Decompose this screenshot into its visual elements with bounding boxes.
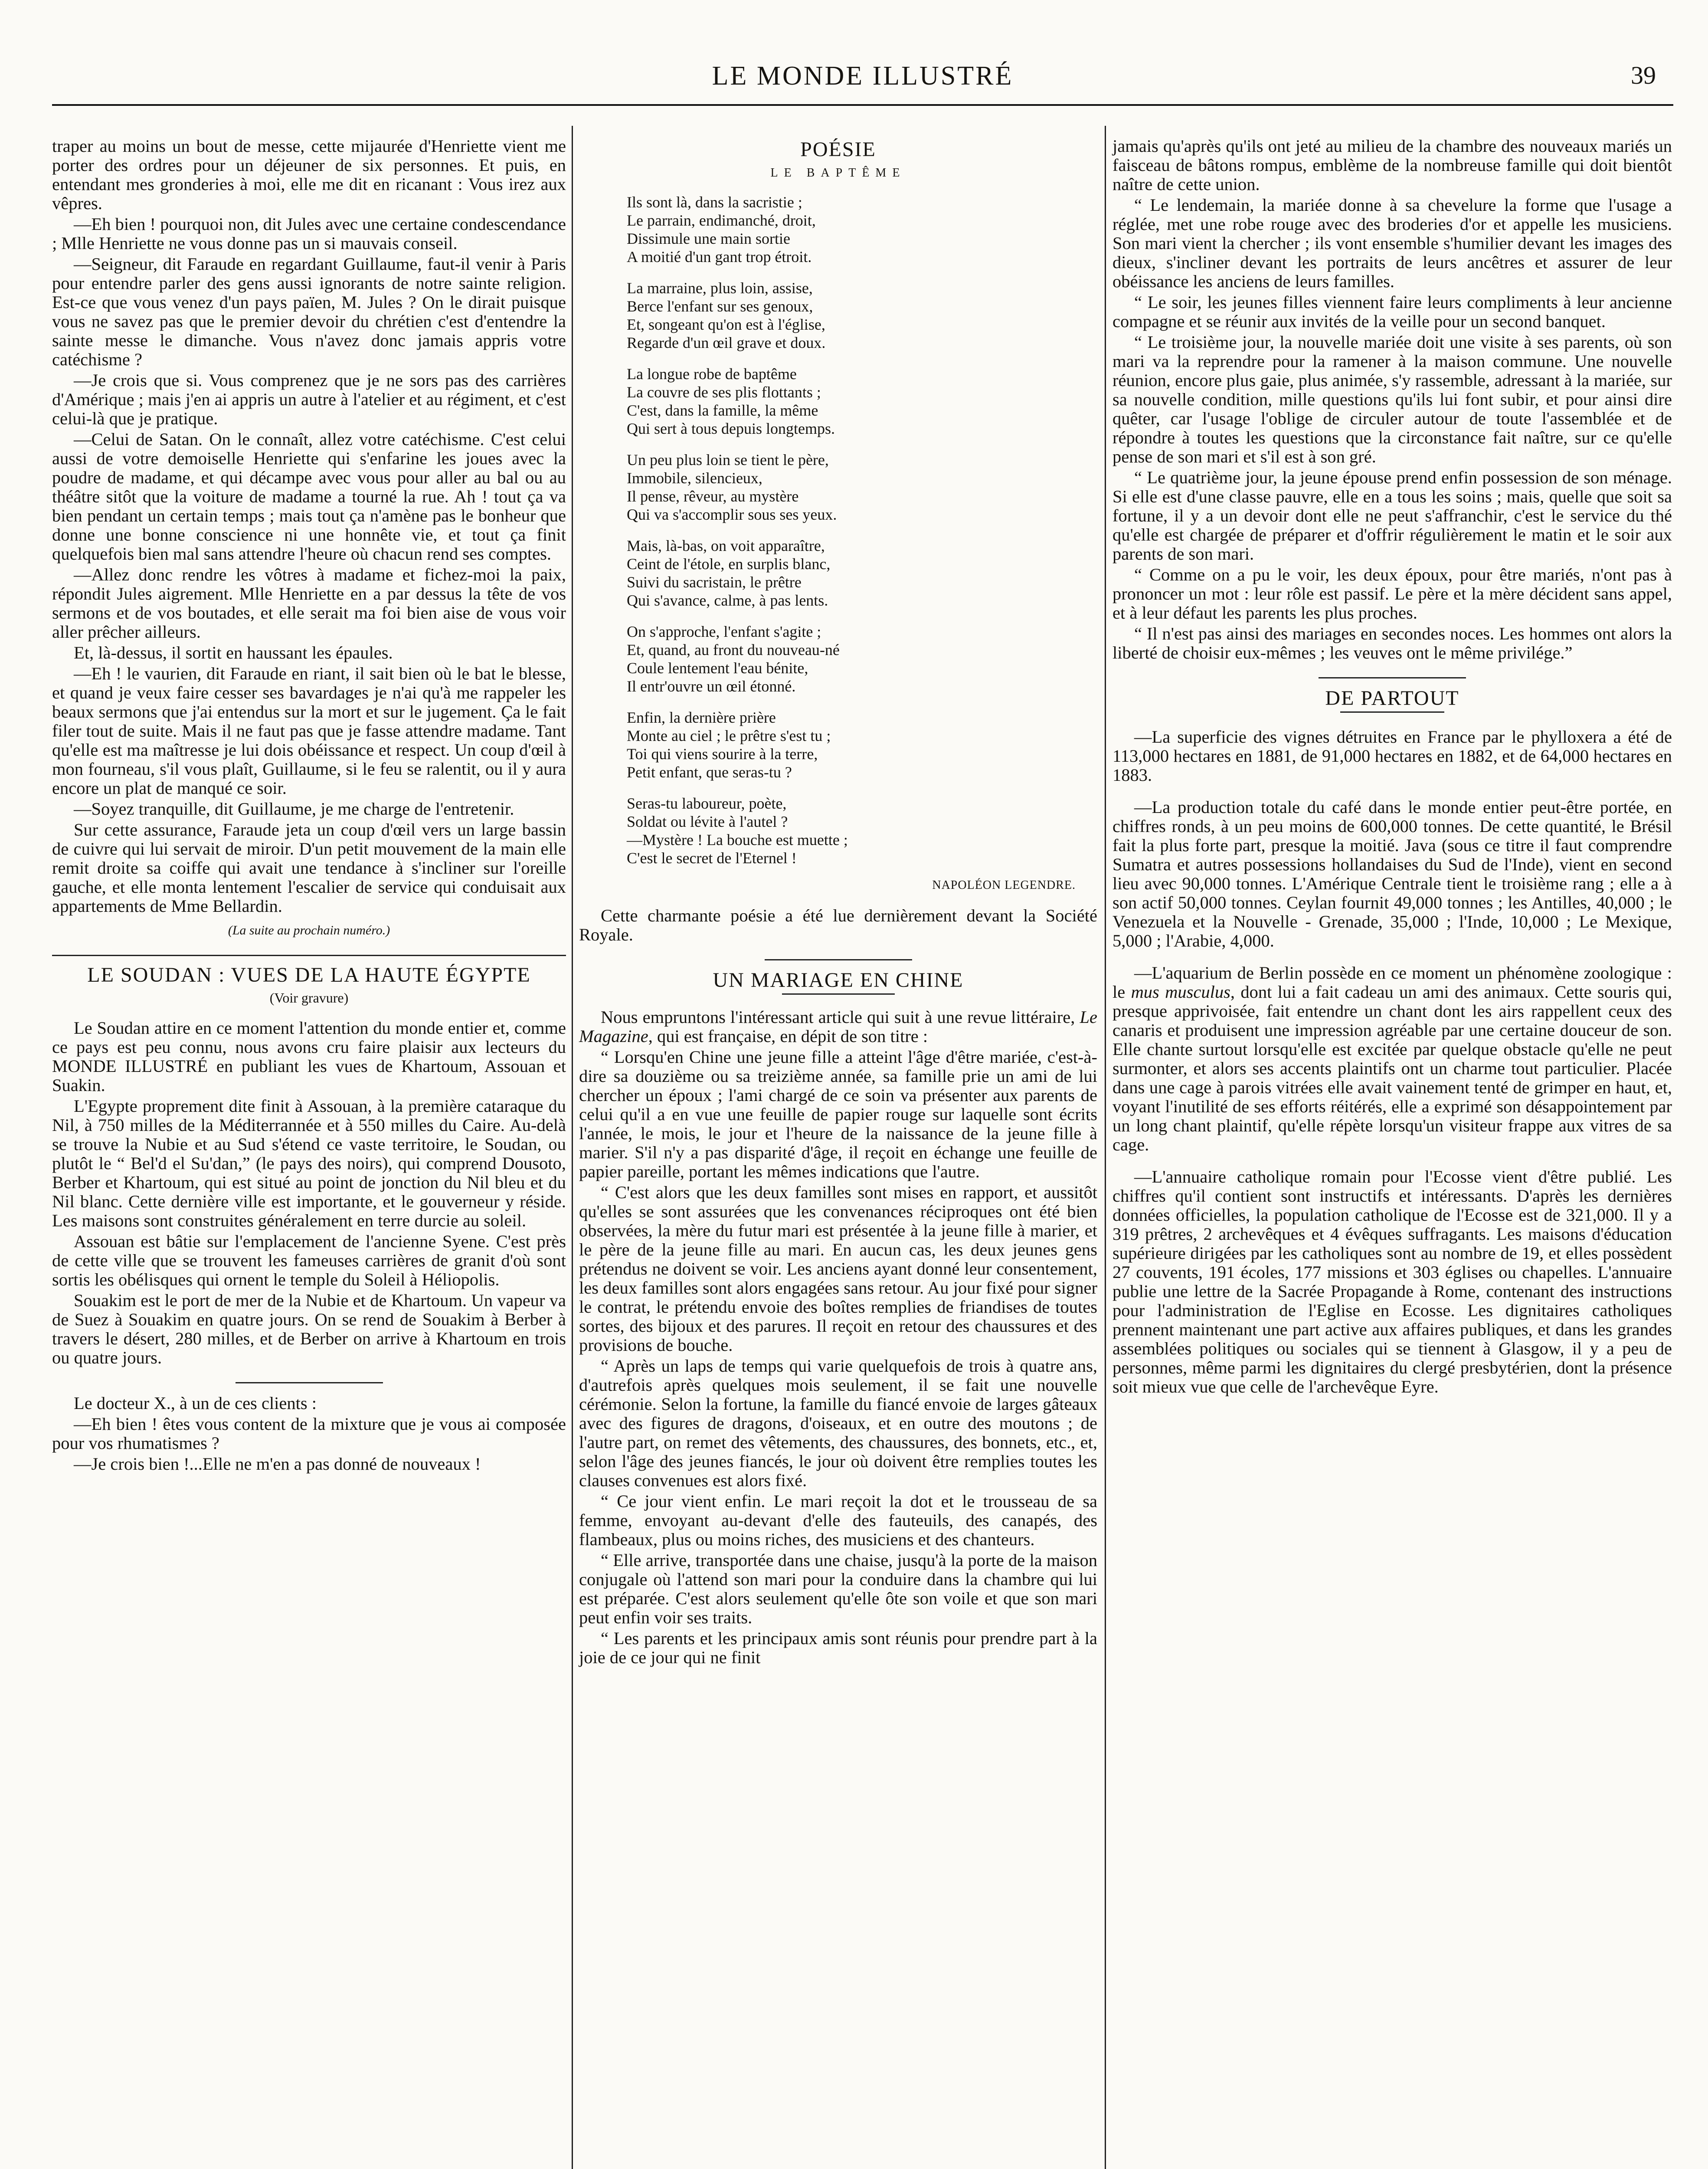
divider: [236, 1382, 383, 1383]
paragraph: “ Comme on a pu le voir, les deux époux, pour être mariés, n'ont pas à prononcer un mot : leur rôle est passif. Le père et la mère décident sans appel, et à leur défaut les parents les plus proches.: [1112, 565, 1672, 623]
paragraph: —Eh bien ! êtes vous content de la mixture que je vous ai composée pour vos rhumatismes ?: [52, 1414, 566, 1453]
paragraph: —L'annuaire catholique romain pour l'Ecosse vient d'être publié. Les chiffres qu'il contient sont instructifs et intéressants. D'après les dernières données officielles, la population catholique de l'Ecosse est de 321,000. Il y a 319 prêtres, 2 archevêques et 4 évêques suffragants. Les maisons d'éducation supérieure dirigées par les catholiques sont au nombre de 19, et elles possèdent 27 couvents, 191 écoles, 177 missions et 303 églises ou chapelles. L'annuaire publie une lettre de la Sacrée Propagande à Rome, contenant des instructions pour l'administration de l'Eglise en Ecosse. Les dignitaires catholiques prennent maintenant une part active aux affaires publiques, et dans les grandes assemblées politiques ou sociales qui se tiennent à Glasgow, il y a peu de personnes, même parmi les dignitaires du clergé presbytérien, dont la présence soit mieux vue que celle de l'archevêque Eyre.: [1112, 1167, 1672, 1396]
stanza: [627, 537, 1097, 609]
paragraph: “ Le quatrième jour, la jeune épouse prend enfin possession de son ménage. Si elle est d'une classe pauvre, elle en a tous les soins ; mais, quelle que soit sa fortune, il y a un devoir dont elle ne peut s'affranchir, c'est le service du thé qu'elle est chargée de préparer et d'offrir régulièrement le matin et le soir aux parents de son mari.: [1112, 468, 1672, 564]
verse: Regarde d'un œil grave et doux.: [627, 334, 826, 351]
verse: Coule lentement l'eau bénite,: [627, 659, 808, 677]
paragraph: —Eh bien ! pourquoi non, dit Jules avec une certaine condescendance ; Mlle Henriette ne vous donne pas un si mauvais conseil.: [52, 214, 566, 253]
paragraph: Et, là-dessus, il sortit en haussant les épaules.: [74, 643, 393, 662]
divider: [1319, 677, 1466, 678]
poem: [579, 193, 1097, 867]
verse: Et, quand, au front du nouveau-né: [627, 641, 840, 659]
verse: Seras-tu laboureur, poète,: [627, 795, 787, 812]
paragraph: “ Le troisième jour, la nouvelle mariée doit une visite à ses parents, où son mari va la reprendre pour la ramener à la maison commune. Une nouvelle réunion, encore plus gaie, plus animée, s'y rassemble, adressant à la mariée, sur sa nouvelle condition, mille questions qu'ils lui font subir, et pour ainsi dire quêter, car l'usage l'oblige de circuler autour de toute l'assemblée et de répondre à toutes les questions que la circonstance fait naître, sur ce qu'elle pense de son mari et s'il est à son gré.: [1112, 332, 1672, 466]
paragraph: —Je crois bien !...Elle ne m'en a pas donné de nouveaux !: [74, 1454, 481, 1474]
paragraph: “ Elle arrive, transportée dans une chaise, jusqu'à la porte de la maison conjugale où l'attend son mari pour la conduire dans la chambre qui lui est préparée. C'est alors seulement qu'elle ôte son voile et que son mari peut enfin voir ses traits.: [579, 1550, 1097, 1627]
verse: Suivi du sacristain, le prêtre: [627, 573, 802, 591]
page-header: [52, 52, 1673, 106]
paragraph: “ Les parents et les principaux amis sont réunis pour prendre part à la joie de ce jour qui ne finit: [579, 1628, 1097, 1667]
section-title-soudan: LE SOUDAN : VUES DE LA HAUTE ÉGYPTE: [87, 963, 531, 986]
column-rule: [1105, 126, 1106, 2169]
paragraph: “ Le soir, les jeunes filles viennent faire leurs compliments à leur ancienne compagne et se réunir aux invités de la veille pour un second banquet.: [1112, 292, 1672, 331]
paragraph: “ Lorsqu'en Chine une jeune fille a atteint l'âge d'être mariée, c'est-à-dire sa douzième ou sa treizième année, sa famille prie un ami de lui chercher un époux ; l'ami chargé de ce soin va présenter aux parents de celui qu'il a en vue une feuille de papier rouge sur laquelle sont écrits l'année, le mois, le jour et l'heure de la naissance de la jeune fille à marier. S'il n'y a pas disparité d'âge, il reçoit en échange une feuille de papier pareille, portant les mêmes indications que l'autre.: [579, 1047, 1097, 1181]
paragraph: L'Egypte proprement dite finit à Assouan, à la première cataraque du Nil, à 750 milles de la Méditerrannée et à 550 milles du Caire. Au-delà se trouve la Nubie et au Sud s'étend ce vaste territoire, le Soudan, ou plutôt le “ Bel'd el Su'dan,” (le pays des noirs), qui comprend Dousoto, Berber et Khartoum, qui est situé au point de jonction du Nil bleu et du Nil blanc. Cette dernière ville est importante, et le gouverneur y réside. Les maisons sont construites généralement en terre durcie au soleil.: [52, 1096, 566, 1230]
paragraph: Cette charmante poésie a été lue dernièrement devant la Société Royale.: [579, 906, 1097, 944]
paragraph: [1112, 963, 1672, 1154]
column-rule: [572, 126, 573, 2169]
verse: Soldat ou lévite à l'autel ?: [627, 813, 788, 830]
divider: [765, 959, 912, 960]
paragraph: —Allez donc rendre les vôtres à madame et fichez-moi la paix, répondit Jules aigrement. Mlle Henriette en a par dessus la tête de vos sermons et de vos boutades, et elle serait ma foi bien aise de vous voir aller prêcher ailleurs.: [52, 565, 566, 642]
verse: La longue robe de baptême: [627, 365, 797, 383]
verse: Dissimule une main sortie: [627, 230, 790, 247]
paragraph: traper au moins un bout de messe, cette mijaurée d'Henriette vient me porter des ordres pour un déjeuner de six personnes. Et puis, en entendant mes gronderies à moi, elle me dit en ricanant : Vous irez aux vêpres.: [52, 136, 566, 213]
section-title-partout: DE PARTOUT: [1325, 687, 1459, 710]
magazine-title: Le Magazine: [579, 1007, 1097, 1046]
paragraph: “ Il n'est pas ainsi des mariages en secondes noces. Les hommes ont alors la liberté de choisir eux-mêmes ; les veuves ont le même privilége.”: [1112, 624, 1672, 662]
masthead: LE MONDE ILLUSTRÉ: [712, 61, 1014, 91]
verse: Un peu plus loin se tient le père,: [627, 451, 829, 469]
paragraph: “ Ce jour vient enfin. Le mari reçoit la dot et le trousseau de sa femme, envoyant au-devant d'elle des fauteuils, des canapés, des flambeaux, plus ou moins riches, des musiciens et des chanteurs.: [579, 1491, 1097, 1549]
verse: Il entr'ouvre un œil étonné.: [627, 678, 796, 695]
stanza: [627, 451, 1097, 524]
verse: Il pense, rêveur, au mystère: [627, 488, 799, 505]
section-title-mariage: UN MARIAGE EN CHINE: [713, 969, 964, 992]
stanza: [627, 708, 1097, 781]
stanza: [627, 365, 1097, 438]
verse: Petit enfant, que seras-tu ?: [627, 763, 792, 781]
verse: Qui sert à tous depuis longtemps.: [627, 420, 835, 437]
verse: A moitié d'un gant trop étroit.: [627, 248, 812, 265]
divider: [782, 993, 895, 995]
paragraph: Le docteur X., à un de ces clients :: [74, 1393, 317, 1413]
verse: Ils sont là, dans la sacristie ;: [627, 193, 802, 211]
paragraph: —La superficie des vignes détruites en France par le phylloxera a été de 113,000 hectares en 1881, de 91,000 hectares en 1882, et de 64,000 hectares en 1883.: [1112, 727, 1672, 785]
paragraph: “ Après un laps de temps qui varie quelquefois de trois à quatre ans, d'autrefois après quelques mois seulement, il se fait une nouvelle cérémonie. Selon la fortune, la famille du fiancé envoie de larges gâteaux avec des figures de dragons, d'oiseaux, et en outre des moutons ; de l'autre part, on remet des vêtements, des chaussures, des bonnets, etc., et, selon l'âge des jeunes fiancés, le jour où doivent être remplies toutes les clauses convenues est alors fixé.: [579, 1356, 1097, 1490]
text: —L'aquarium de Berlin possède en ce moment un phénomène zoologique : le: [1112, 963, 1672, 1002]
paragraph: —Seigneur, dit Faraude en regardant Guillaume, faut-il venir à Paris pour entendre parler des gens aussi ignorants de notre sainte religion. Est-ce que vous venez d'un pays païen, M. Jules ? On le dirait puisque vous ne savez pas que le premier devoir du chrétien c'est d'entendre la sainte messe le dimanche. Vous n'avez donc jamais appris votre catéchisme ?: [52, 254, 566, 369]
verse: Ceint de l'étole, en surplis blanc,: [627, 555, 831, 573]
verse: C'est le secret de l'Eternel !: [627, 849, 797, 867]
paragraph: “ C'est alors que les deux familles sont mises en rapport, et aussitôt qu'elles se sont assurées que les convenances réciproques ont été bien observées, la mère du futur mari est présentée à la jeune fille à marier, et le père de la jeune fille au mari. En aucun cas, les deux jeunes gens prétendus ne doivent se voir. Les anciens ayant donné leur consentement, les deux familles sont alors engagées sans retour. Au jour fixé pour signer le contrat, le prétendu envoie des boîtes remplies de friandises de toutes sortes, des bijoux et des parures. Il reçoit en retour des chaussures et des provisions de bouche.: [579, 1183, 1097, 1355]
verse: —Mystère ! La bouche est muette ;: [627, 831, 848, 849]
verse: C'est, dans la famille, la même: [627, 402, 818, 419]
stanza: [627, 193, 1097, 266]
column-left: [52, 137, 566, 1474]
paragraph: —La production totale du café dans le monde entier peut-être portée, en chiffres ronds, à un peu moins de 600,000 tonnes. De cette quantité, le Brésil fait la plus forte part, presque la moitié. Java (sous ce titre il faut comprendre Sumatra et autres possessions hollandaises du Sud de l'Inde), vient en second lieu avec 90,000 tonnes. L'Amérique Centrale tient le troisième rang ; elle a à son actif 50,000 tonnes. Ceylan fournit 49,000 tonnes ; les Antilles, 40,000 ; le Venezuela et la Nouvelle - Grenade, 35,000 ; l'Inde, 10,000 ; Le Mexique, 5,000 ; l'Arabie, 4,000.: [1112, 797, 1672, 950]
verse: La marraine, plus loin, assise,: [627, 279, 813, 297]
paragraph: jamais qu'après qu'ils ont jeté au milieu de la chambre des nouveaux mariés un faisceau de bâtons rompus, emblème de la nombreuse famille qui doit bientôt naître de cette union.: [1112, 136, 1672, 194]
paragraph: —Soyez tranquille, dit Guillaume, je me charge de l'entretenir.: [74, 799, 514, 819]
verse: Berce l'enfant sur ses genoux,: [627, 298, 813, 315]
verse: Et, songeant qu'on est à l'église,: [627, 316, 825, 333]
paragraph: —Eh ! le vaurien, dit Faraude en riant, il sait bien où le bat le blesse, et quand je veux faire cesser ses bavardages je n'ai qu'à me rappeler les beaux sermons que j'ai entendus sur la mort et sur le jugement. Ça le fait filer tout de suite. Mais il ne faut pas que je fasse attendre madame. Tant qu'elle est ma maîtresse je lui dois obéissance et respect. Un coup d'œil à mon fourneau, s'il vous plaît, Guillaume, si le feu se ralentit, ou il y aura encore un plat de manqué ce soir.: [52, 664, 566, 798]
verse: Mais, là-bas, on voit apparaître,: [627, 537, 825, 554]
paragraph: Sur cette assurance, Faraude jeta un coup d'œil vers un large bassin de cuivre qui lui servait de miroir. D'un petit mouvement de la main elle remit droite sa coiffe qui avait une tendance à s'incliner sur l'oreille gauche, et elle monta lentement l'escalier de service qui conduisait aux appartements de Mme Bellardin.: [52, 820, 566, 916]
section-title-poesie: POÉSIE: [800, 138, 876, 161]
verse: Monte au ciel ; le prêtre s'est tu ;: [627, 727, 831, 744]
poem-signature: NAPOLÉON LEGENDRE.: [932, 878, 1076, 892]
verse: Toi qui viens sourire à la terre,: [627, 745, 818, 763]
species-name: mus musculus: [1131, 982, 1230, 1002]
paragraph: Assouan est bâtie sur l'emplacement de l'ancienne Syene. C'est près de cette ville que se trouvent les fameuses carrières de granit d'où sont sortis les obélisques qui ornent le temple du Soleil à Héliopolis.: [52, 1232, 566, 1289]
paragraph: Le Soudan attire en ce moment l'attention du monde entier et, comme ce pays est peu connu, nous avons cru faire plaisir aux lecteurs du MONDE ILLUSTRÉ en publiant les vues de Khartoum, Assouan et Suakin.: [52, 1018, 566, 1095]
poem-title: LE BAPTÊME: [770, 166, 906, 180]
section-subtitle: (Voir gravure): [269, 990, 349, 1006]
text: , dont lui a fait cadeau un ami des animaux. Cette souris qui, presque apprivoisée, fait entendre un chant dont les airs rappellent ceux des canaris et produisent une impression agréable par une certaine douceur de son. Elle chante surtout lorsqu'elle est excitée par quelque obstacle qu'elle ne peut surmonter, et alors ses accents plaintifs ont un charme tout particulier. Placée dans une cage à parois vitrées elle avait vainement tenté de grimper en haut, et, voyant l'inutilité de ses efforts réitérés, elle a exprimé son désappointement par un long chant plaintif, qu'elle répète lorsqu'un visiteur frappe aux vitres de sa cage.: [1112, 982, 1672, 1154]
verse: Enfin, la dernière prière: [627, 709, 776, 726]
page-number: 39: [1631, 61, 1656, 89]
paragraph: Souakim est le port de mer de la Nubie et de Khartoum. Un vapeur va de Suez à Souakim en quatre jours. On se rend de Souakim à Berber à travers le désert, 280 milles, et de Berber on arrive à Khartoum en trois ou quatre jours.: [52, 1291, 566, 1367]
paragraph: “ Le lendemain, la mariée donne à sa chevelure la forme que l'usage a réglée, met une robe rouge avec des broderies d'or et appelle les musiciens. Son mari vient la chercher ; ils vont ensemble s'humilier devant les images des dieux, s'incliner devant les portraits de leurs ancêtres et assurer de leur obéissance les anciens de leurs familles.: [1112, 195, 1672, 291]
verse: Le parrain, endimanché, droit,: [627, 212, 816, 229]
verse: Qui s'avance, calme, à pas lents.: [627, 592, 828, 609]
paragraph: —Je crois que si. Vous comprenez que je ne sors pas des carrières d'Amérique ; mais j'en ai appris un autre à l'atelier et au régiment, et c'est celui-là que je pratique.: [52, 370, 566, 428]
paragraph: —Celui de Satan. On le connaît, allez votre catéchisme. C'est celui aussi de votre demoiselle Henriette qui s'enfarine les joues avec la poudre de madame, et qui décampe avec vous pour aller au bal ou au théâtre sitôt que la voiture de madame a tourné la rue. Ah ! tout ça va bien pendant un certain temps ; mais tout ça n'amène pas le bonheur que donne une bonne conscience ni une honnête vie, et tout ça finit quelquefois bien mal sans attendre l'heure où chacun rend ses comptes.: [52, 429, 566, 564]
verse: On s'approche, l'enfant s'agite ;: [627, 623, 821, 640]
text: Nous empruntons l'intéressant article qui suit à une revue littéraire,: [601, 1007, 1080, 1027]
column-right: [1112, 137, 1672, 1396]
stanza: [627, 279, 1097, 352]
paragraph: [579, 1008, 1097, 1046]
continued-note: (La suite au prochain numéro.): [228, 923, 390, 937]
verse: Immobile, silencieux,: [627, 469, 762, 487]
section-divider: [52, 955, 566, 956]
column-middle: [579, 137, 1097, 1667]
verse: La couvre de ses plis flottants ;: [627, 383, 821, 401]
divider: [1340, 711, 1444, 713]
stanza: [627, 623, 1097, 695]
stanza: [627, 794, 1097, 867]
verse: Qui va s'accomplir sous ses yeux.: [627, 506, 837, 523]
text: , qui est française, en dépit de son titre :: [648, 1026, 928, 1046]
